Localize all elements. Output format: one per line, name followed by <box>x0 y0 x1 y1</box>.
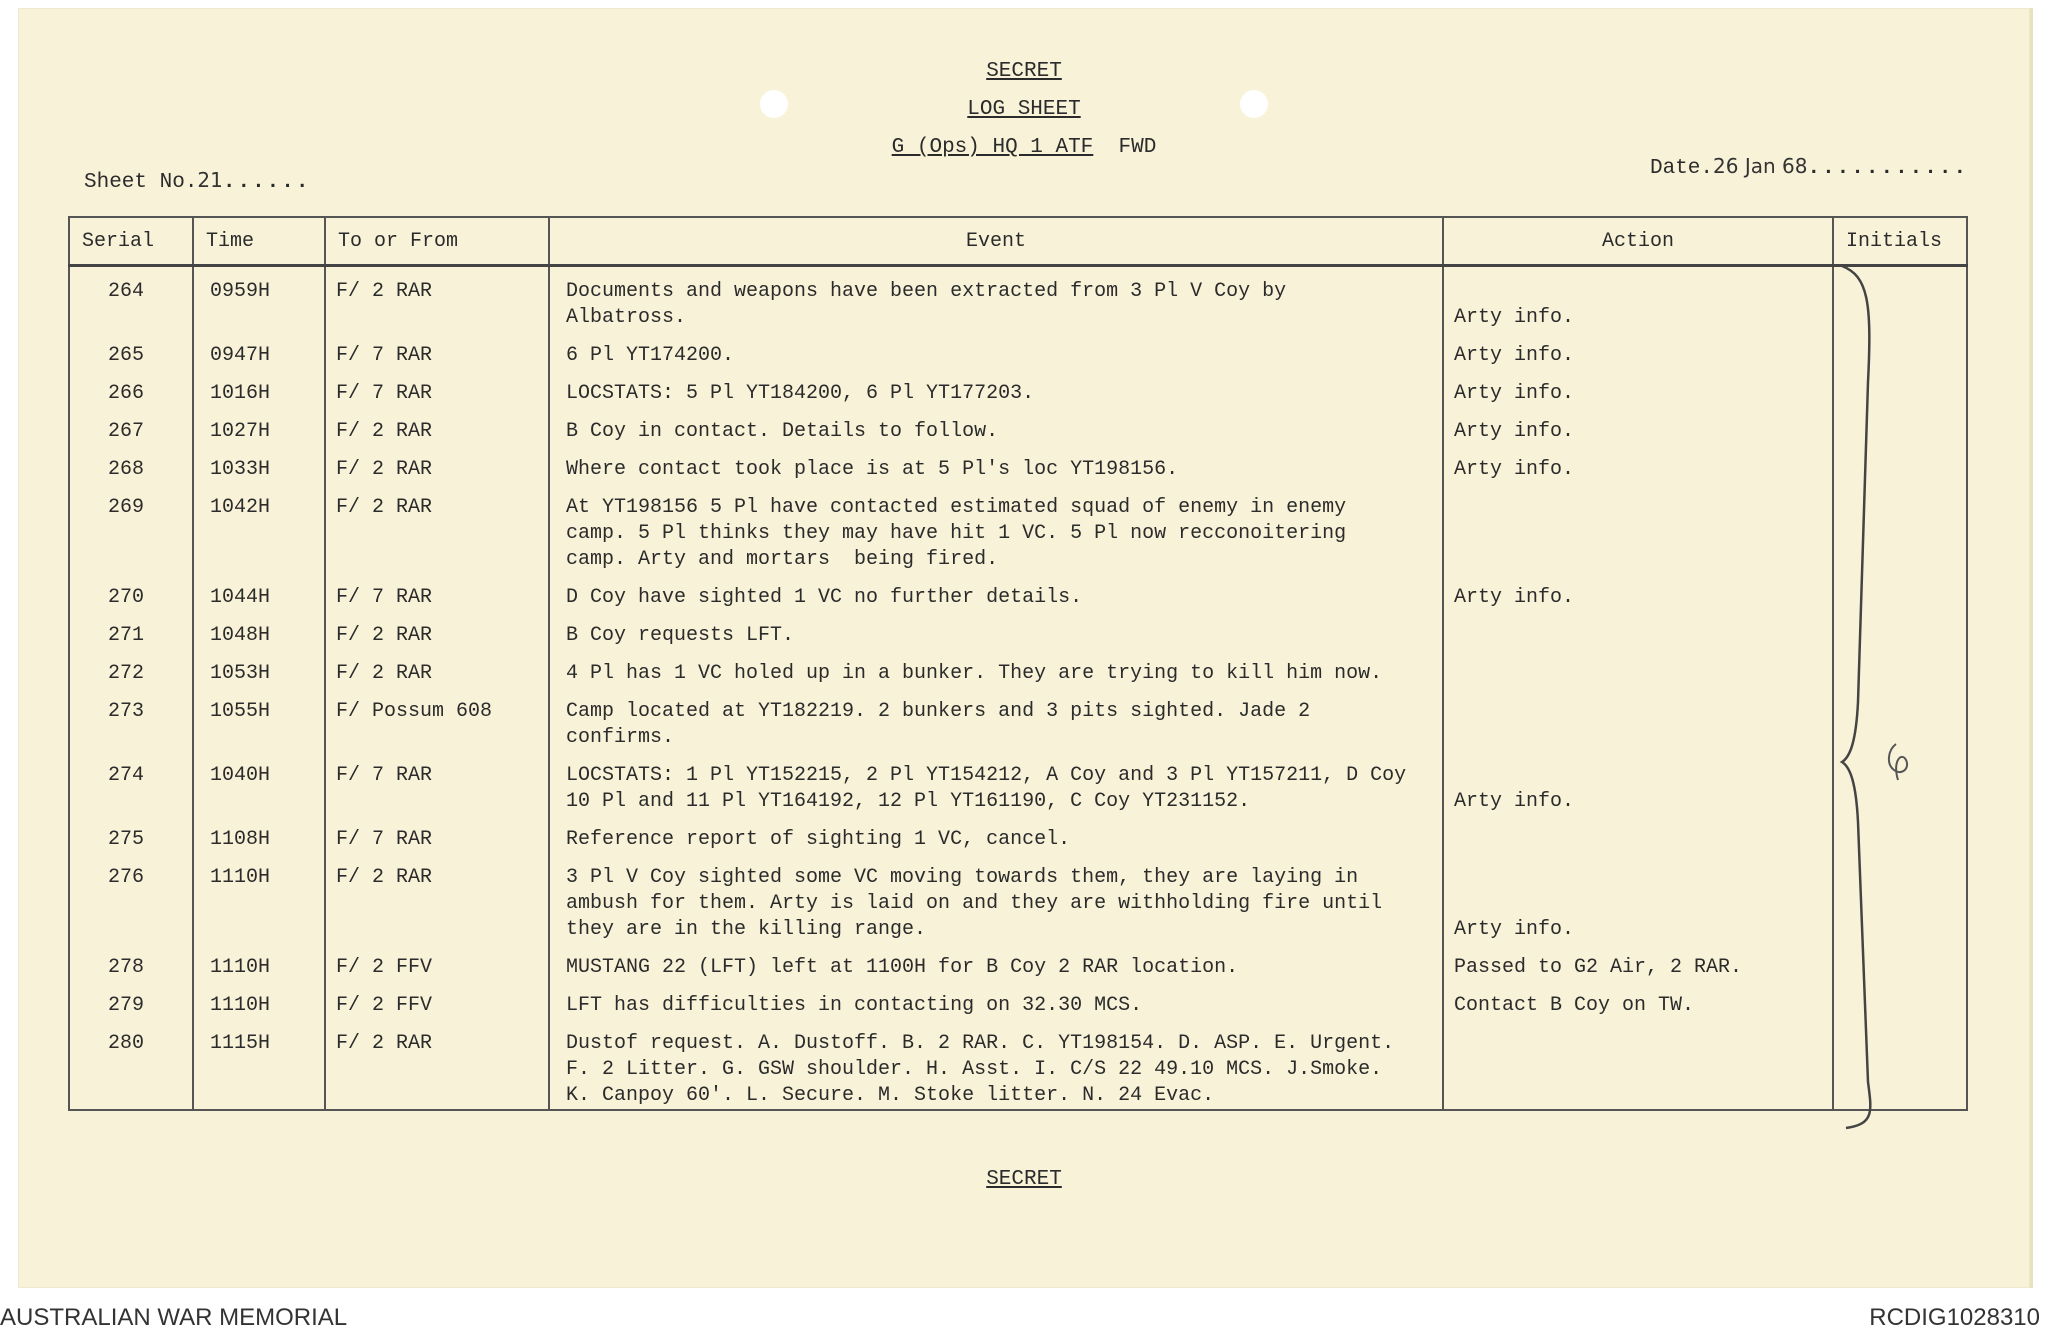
table-row <box>69 853 1967 943</box>
time-cell: 1048H <box>193 611 325 649</box>
table-row <box>69 687 1967 751</box>
action-cell <box>1443 331 1833 369</box>
col-action: Action <box>1443 217 1833 266</box>
date-field <box>1650 154 1968 180</box>
event-line: 4 Pl has 1 VC holed up in a bunker. They are trying to kill him now. <box>566 662 1383 685</box>
event-line: 10 Pl and 11 Pl YT164192, 12 Pl YT161190, C Coy YT231152. <box>566 790 1251 813</box>
action-cell <box>1443 687 1833 751</box>
sheet-label: Sheet No. <box>84 171 198 194</box>
action-line: Arty info. <box>1454 306 1575 329</box>
to-from-cell: F/ 2 FFV <box>325 943 549 981</box>
to-from-cell: F/ Possum 608 <box>325 687 549 751</box>
action-cell <box>1443 266 1833 332</box>
event-cell <box>549 369 1443 407</box>
initials-brace <box>1838 262 1908 1134</box>
action-cell <box>1443 611 1833 649</box>
log-table <box>68 216 1968 1111</box>
event-cell <box>549 687 1443 751</box>
serial-cell: 275 <box>69 815 193 853</box>
event-cell <box>549 853 1443 943</box>
event-cell <box>549 573 1443 611</box>
serial-cell: 264 <box>69 266 193 332</box>
event-line: Where contact took place is at 5 Pl's loc YT198156. <box>566 458 1179 481</box>
sheet-number <box>84 168 311 194</box>
unit-prefix: G (Ops) HQ 1 ATF <box>891 136 1094 159</box>
unit-suffix: FWD <box>1118 136 1157 159</box>
event-cell <box>549 1019 1443 1110</box>
event-cell <box>549 751 1443 815</box>
serial-cell: 265 <box>69 331 193 369</box>
action-cell <box>1443 483 1833 573</box>
classification-bottom: SECRET <box>986 1168 1062 1191</box>
serial-cell: 272 <box>69 649 193 687</box>
time-cell: 1027H <box>193 407 325 445</box>
action-cell <box>1443 649 1833 687</box>
document-title: LOG SHEET <box>967 98 1081 121</box>
action-cell <box>1443 369 1833 407</box>
action-line: Arty info. <box>1454 586 1575 609</box>
event-line: 3 Pl V Coy sighted some VC moving towards them, they are laying in <box>566 866 1359 889</box>
time-cell: 1055H <box>193 687 325 751</box>
event-cell <box>549 445 1443 483</box>
to-from-cell: F/ 2 RAR <box>325 611 549 649</box>
col-time: Time <box>193 217 325 266</box>
table-row <box>69 266 1967 332</box>
action-cell <box>1443 981 1833 1019</box>
event-cell <box>549 981 1443 1019</box>
to-from-cell: F/ 2 FFV <box>325 981 549 1019</box>
table-row <box>69 445 1967 483</box>
table-row <box>69 1019 1967 1110</box>
serial-cell: 276 <box>69 853 193 943</box>
to-from-cell: F/ 2 RAR <box>325 445 549 483</box>
table-row <box>69 981 1967 1019</box>
action-line: Arty info. <box>1454 458 1575 481</box>
event-cell <box>549 943 1443 981</box>
action-line <box>1454 865 1832 891</box>
event-cell <box>549 266 1443 332</box>
action-cell <box>1443 1019 1833 1110</box>
event-cell <box>549 407 1443 445</box>
action-line <box>1454 279 1832 305</box>
to-from-cell: F/ 7 RAR <box>325 751 549 815</box>
table-row <box>69 483 1967 573</box>
event-line: K. Canpoy 60'. L. Secure. M. Stoke litter. N. 24 Evac. <box>566 1084 1215 1107</box>
event-line: camp. 5 Pl thinks they may have hit 1 VC. 5 Pl now recconoitering <box>566 522 1347 545</box>
time-cell: 0947H <box>193 331 325 369</box>
sheet-dots: ...... <box>222 171 311 194</box>
time-cell: 1053H <box>193 649 325 687</box>
time-cell: 1042H <box>193 483 325 573</box>
serial-cell: 280 <box>69 1019 193 1110</box>
action-line: Arty info. <box>1454 344 1575 367</box>
initials-signature <box>1880 740 1920 784</box>
event-cell <box>549 331 1443 369</box>
event-line: Reference report of sighting 1 VC, cancel. <box>566 828 1071 851</box>
action-line: Arty info. <box>1454 790 1575 813</box>
action-line: Passed to G2 Air, 2 RAR. <box>1454 956 1743 979</box>
sheet-no-value: 21 <box>197 168 223 192</box>
time-cell: 1108H <box>193 815 325 853</box>
event-line: Camp located at YT182219. 2 bunkers and 3 pits sighted. Jade 2 <box>566 700 1311 723</box>
event-line: camp. Arty and mortars being fired. <box>566 548 999 571</box>
event-line: At YT198156 5 Pl have contacted estimated squad of enemy in enemy <box>566 496 1347 519</box>
col-event: Event <box>549 217 1443 266</box>
to-from-cell: F/ 7 RAR <box>325 573 549 611</box>
event-line: confirms. <box>566 726 675 749</box>
serial-cell: 270 <box>69 573 193 611</box>
action-line: Contact B Coy on TW. <box>1454 994 1695 1017</box>
event-line: B Coy requests LFT. <box>566 624 795 647</box>
to-from-cell: F/ 2 RAR <box>325 1019 549 1110</box>
to-from-cell: F/ 2 RAR <box>325 853 549 943</box>
action-cell <box>1443 751 1833 815</box>
col-to-from: To or From <box>325 217 549 266</box>
event-line: B Coy in contact. Details to follow. <box>566 420 999 443</box>
table-row <box>69 369 1967 407</box>
caption-right: RCDIG1028310 <box>1869 1304 2040 1331</box>
classification-top: SECRET <box>986 60 1062 83</box>
event-line: Dustof request. A. Dustoff. B. 2 RAR. C. YT198154. D. ASP. E. Urgent. <box>566 1032 1395 1055</box>
action-cell <box>1443 573 1833 611</box>
event-line: Albatross. <box>566 306 687 329</box>
serial-cell: 269 <box>69 483 193 573</box>
action-line <box>1454 891 1832 917</box>
log-body <box>69 266 1967 1111</box>
action-line: Arty info. <box>1454 382 1575 405</box>
serial-cell: 266 <box>69 369 193 407</box>
date-dots: ........... <box>1807 157 1969 180</box>
time-cell: 1016H <box>193 369 325 407</box>
col-serial: Serial <box>69 217 193 266</box>
date-value: 26 Jan 68 <box>1713 154 1808 178</box>
time-cell: 1115H <box>193 1019 325 1110</box>
to-from-cell: F/ 7 RAR <box>325 369 549 407</box>
table-row <box>69 649 1967 687</box>
to-from-cell: F/ 7 RAR <box>325 331 549 369</box>
table-row <box>69 611 1967 649</box>
table-row <box>69 815 1967 853</box>
time-cell: 1033H <box>193 445 325 483</box>
action-line <box>1454 763 1832 789</box>
event-line: they are in the killing range. <box>566 918 927 941</box>
event-cell <box>549 611 1443 649</box>
table-row <box>69 331 1967 369</box>
serial-cell: 271 <box>69 611 193 649</box>
time-cell: 1110H <box>193 943 325 981</box>
action-cell <box>1443 815 1833 853</box>
time-cell: 1110H <box>193 853 325 943</box>
event-line: F. 2 Litter. G. GSW shoulder. H. Asst. I. C/S 22 49.10 MCS. J.Smoke. <box>566 1058 1383 1081</box>
time-cell: 1110H <box>193 981 325 1019</box>
serial-cell: 273 <box>69 687 193 751</box>
table-row <box>69 943 1967 981</box>
event-cell <box>549 649 1443 687</box>
date-label: Date. <box>1650 157 1714 180</box>
event-line: 6 Pl YT174200. <box>566 344 735 367</box>
event-line: Documents and weapons have been extracted from 3 Pl V Coy by <box>566 280 1287 303</box>
event-line: D Coy have sighted 1 VC no further details. <box>566 586 1083 609</box>
action-cell <box>1443 943 1833 981</box>
event-line: LOCSTATS: 5 Pl YT184200, 6 Pl YT177203. <box>566 382 1035 405</box>
action-cell <box>1443 445 1833 483</box>
table-row <box>69 751 1967 815</box>
action-line: Arty info. <box>1454 420 1575 443</box>
action-cell <box>1443 407 1833 445</box>
time-cell: 0959H <box>193 266 325 332</box>
action-cell <box>1443 853 1833 943</box>
event-line: ambush for them. Arty is laid on and they are withholding fire until <box>566 892 1383 915</box>
event-line: LFT has difficulties in contacting on 32.30 MCS. <box>566 994 1143 1017</box>
to-from-cell: F/ 2 RAR <box>325 407 549 445</box>
serial-cell: 267 <box>69 407 193 445</box>
caption-left: AUSTRALIAN WAR MEMORIAL <box>0 1304 348 1331</box>
to-from-cell: F/ 2 RAR <box>325 649 549 687</box>
table-row <box>69 573 1967 611</box>
event-cell <box>549 483 1443 573</box>
table-row <box>69 407 1967 445</box>
event-line: LOCSTATS: 1 Pl YT152215, 2 Pl YT154212, A Coy and 3 Pl YT157211, D Coy <box>566 764 1407 787</box>
to-from-cell: F/ 2 RAR <box>325 483 549 573</box>
to-from-cell: F/ 2 RAR <box>325 266 549 332</box>
serial-cell: 268 <box>69 445 193 483</box>
event-cell <box>549 815 1443 853</box>
time-cell: 1044H <box>193 573 325 611</box>
col-initials: Initials <box>1833 217 1967 266</box>
time-cell: 1040H <box>193 751 325 815</box>
serial-cell: 279 <box>69 981 193 1019</box>
header-row <box>69 217 1967 266</box>
serial-cell: 274 <box>69 751 193 815</box>
serial-cell: 278 <box>69 943 193 981</box>
action-line: Arty info. <box>1454 918 1575 941</box>
event-line: MUSTANG 22 (LFT) left at 1100H for B Coy 2 RAR location. <box>566 956 1239 979</box>
to-from-cell: F/ 7 RAR <box>325 815 549 853</box>
